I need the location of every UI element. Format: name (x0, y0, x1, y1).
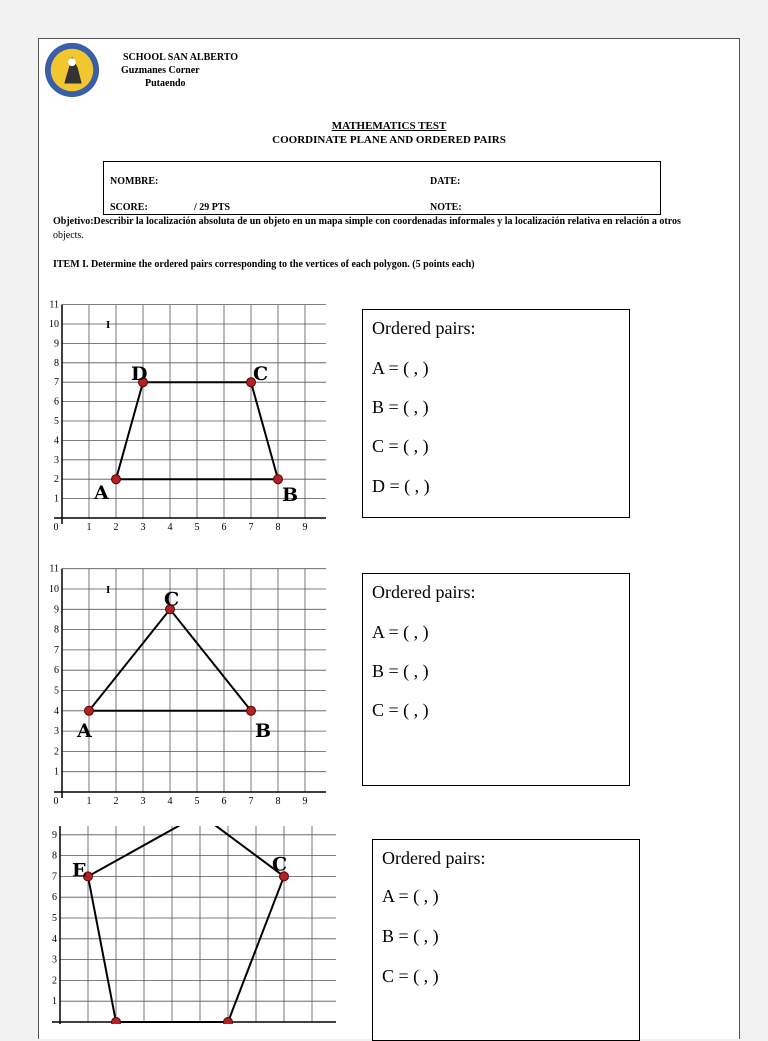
x-tick-label: 9 (302, 522, 308, 533)
x-tick-label: 2 (113, 796, 119, 807)
answer-row: B = ( , ) (372, 397, 429, 417)
y-tick-label: 6 (54, 396, 59, 408)
x-tick-label: 1 (86, 522, 92, 533)
vertex-label: E (72, 859, 87, 882)
vertex-label: B (282, 484, 299, 507)
vertex-point (85, 706, 94, 715)
x-tick-label: 3 (140, 796, 146, 807)
x-tick-label: 7 (248, 522, 254, 533)
score-value: / 29 PTS (194, 202, 231, 213)
answer-box-2 (362, 573, 630, 786)
answer-row: D = ( , ) (372, 476, 430, 496)
vertex-point (224, 1018, 233, 1025)
answer-row: C = ( , ) (382, 966, 439, 986)
school-address-2: Putaendo (145, 78, 186, 89)
answer-heading: Ordered pairs: (372, 318, 476, 338)
vertex-label: A (77, 719, 92, 742)
school-info (121, 51, 238, 90)
y-tick-label: 1 (54, 766, 59, 778)
y-tick-label: 11 (49, 299, 59, 311)
grid-mark: I (106, 584, 111, 596)
objective (53, 215, 753, 243)
vertex-point (247, 706, 256, 715)
y-tick-label: 9 (54, 604, 59, 616)
x-tick-label: 4 (167, 796, 173, 807)
answer-heading: Ordered pairs: (382, 848, 486, 868)
x-tick-label: 9 (302, 796, 308, 807)
school-name: SCHOOL SAN ALBERTO (123, 52, 239, 63)
score-label: SCORE: (110, 202, 148, 213)
title-line-1: MATHEMATICS TEST (331, 120, 447, 132)
school-address-1: Guzmanes Corner (121, 65, 200, 76)
y-tick-label: 5 (54, 685, 59, 697)
vertex-label: A (94, 482, 109, 505)
x-tick-label: 8 (275, 522, 281, 533)
nombre-label: NOMBRE: (110, 176, 159, 187)
answer-row: B = ( , ) (382, 926, 439, 946)
y-tick-label: 10 (49, 584, 59, 595)
answer-box-3 (372, 839, 640, 1041)
y-tick-label: 3 (54, 454, 59, 466)
x-tick-label: 4 (167, 522, 173, 533)
y-tick-label: 5 (54, 416, 59, 427)
coordinate-grid-1 (36, 296, 326, 536)
date-label: DATE: (430, 176, 461, 187)
vertex-label: D (131, 363, 148, 386)
y-tick-label: 6 (52, 892, 57, 904)
x-tick-label: 0 (53, 796, 59, 807)
vertex-label: C (164, 588, 180, 611)
x-tick-label: 7 (248, 796, 254, 807)
grid-mark: I (106, 319, 111, 331)
x-tick-label: 6 (221, 522, 227, 533)
y-tick-label: 2 (52, 975, 57, 987)
vertex-label: C (253, 363, 269, 386)
y-tick-label: 4 (52, 933, 57, 945)
x-tick-label: 5 (194, 522, 200, 533)
y-tick-label: 2 (54, 474, 59, 486)
vertex-point (274, 475, 283, 484)
y-tick-label: 7 (54, 377, 59, 389)
answer-row: B = ( , ) (372, 661, 429, 681)
coordinate-grid-2 (36, 561, 326, 811)
y-tick-label: 8 (54, 357, 59, 369)
student-info-box (103, 161, 661, 215)
answer-row: C = ( , ) (372, 436, 429, 456)
y-tick-label: 8 (52, 850, 57, 862)
test-title (39, 119, 739, 147)
y-tick-label: 7 (52, 871, 57, 883)
answer-row: A = ( , ) (382, 886, 439, 906)
y-tick-label: 5 (52, 913, 57, 924)
answer-row: C = ( , ) (372, 700, 429, 720)
vertex-point (112, 475, 121, 484)
y-tick-label: 7 (54, 644, 59, 656)
item-1-instruction: ITEM I. Determine the ordered pairs corresponding to the vertices of each polygon. (5 points each) (53, 259, 475, 270)
y-tick-label: 3 (52, 954, 57, 966)
answer-box-1 (362, 309, 630, 518)
answer-row: A = ( , ) (372, 622, 429, 642)
y-tick-label: 11 (49, 563, 59, 575)
objective-text: Describir la localización absoluta de un objeto en un mapa simple con coordenadas informales y la localización relativa en relación a otros (93, 216, 681, 227)
coordinate-grid-3 (36, 826, 336, 1024)
y-tick-label: 9 (52, 829, 57, 841)
objective-text-2: objects. (53, 230, 84, 241)
title-line-2: COORDINATE PLANE AND ORDERED PAIRS (272, 134, 506, 146)
note-label: NOTE: (430, 202, 462, 213)
y-tick-label: 4 (54, 435, 59, 447)
x-tick-label: 6 (221, 796, 227, 807)
vertex-label: B (255, 719, 272, 742)
y-tick-label: 9 (54, 338, 59, 350)
y-tick-label: 10 (49, 319, 59, 330)
x-tick-label: 3 (140, 522, 146, 533)
x-tick-label: 8 (275, 796, 281, 807)
y-tick-label: 4 (54, 705, 59, 717)
x-tick-label: 0 (53, 522, 59, 533)
y-tick-label: 1 (52, 996, 57, 1008)
x-tick-label: 2 (113, 522, 119, 533)
y-tick-label: 1 (54, 493, 59, 505)
answer-row: A = ( , ) (372, 358, 429, 378)
answer-heading: Ordered pairs: (372, 582, 476, 602)
vertex-point (112, 1018, 121, 1025)
school-logo (43, 41, 101, 99)
x-tick-label: 5 (194, 796, 200, 807)
y-tick-label: 6 (54, 665, 59, 677)
y-tick-label: 8 (54, 624, 59, 636)
vertex-label: C (272, 853, 288, 876)
objective-label: Objetivo: (53, 216, 94, 227)
y-tick-label: 3 (54, 726, 59, 738)
x-tick-label: 1 (86, 796, 92, 807)
y-tick-label: 2 (54, 746, 59, 758)
